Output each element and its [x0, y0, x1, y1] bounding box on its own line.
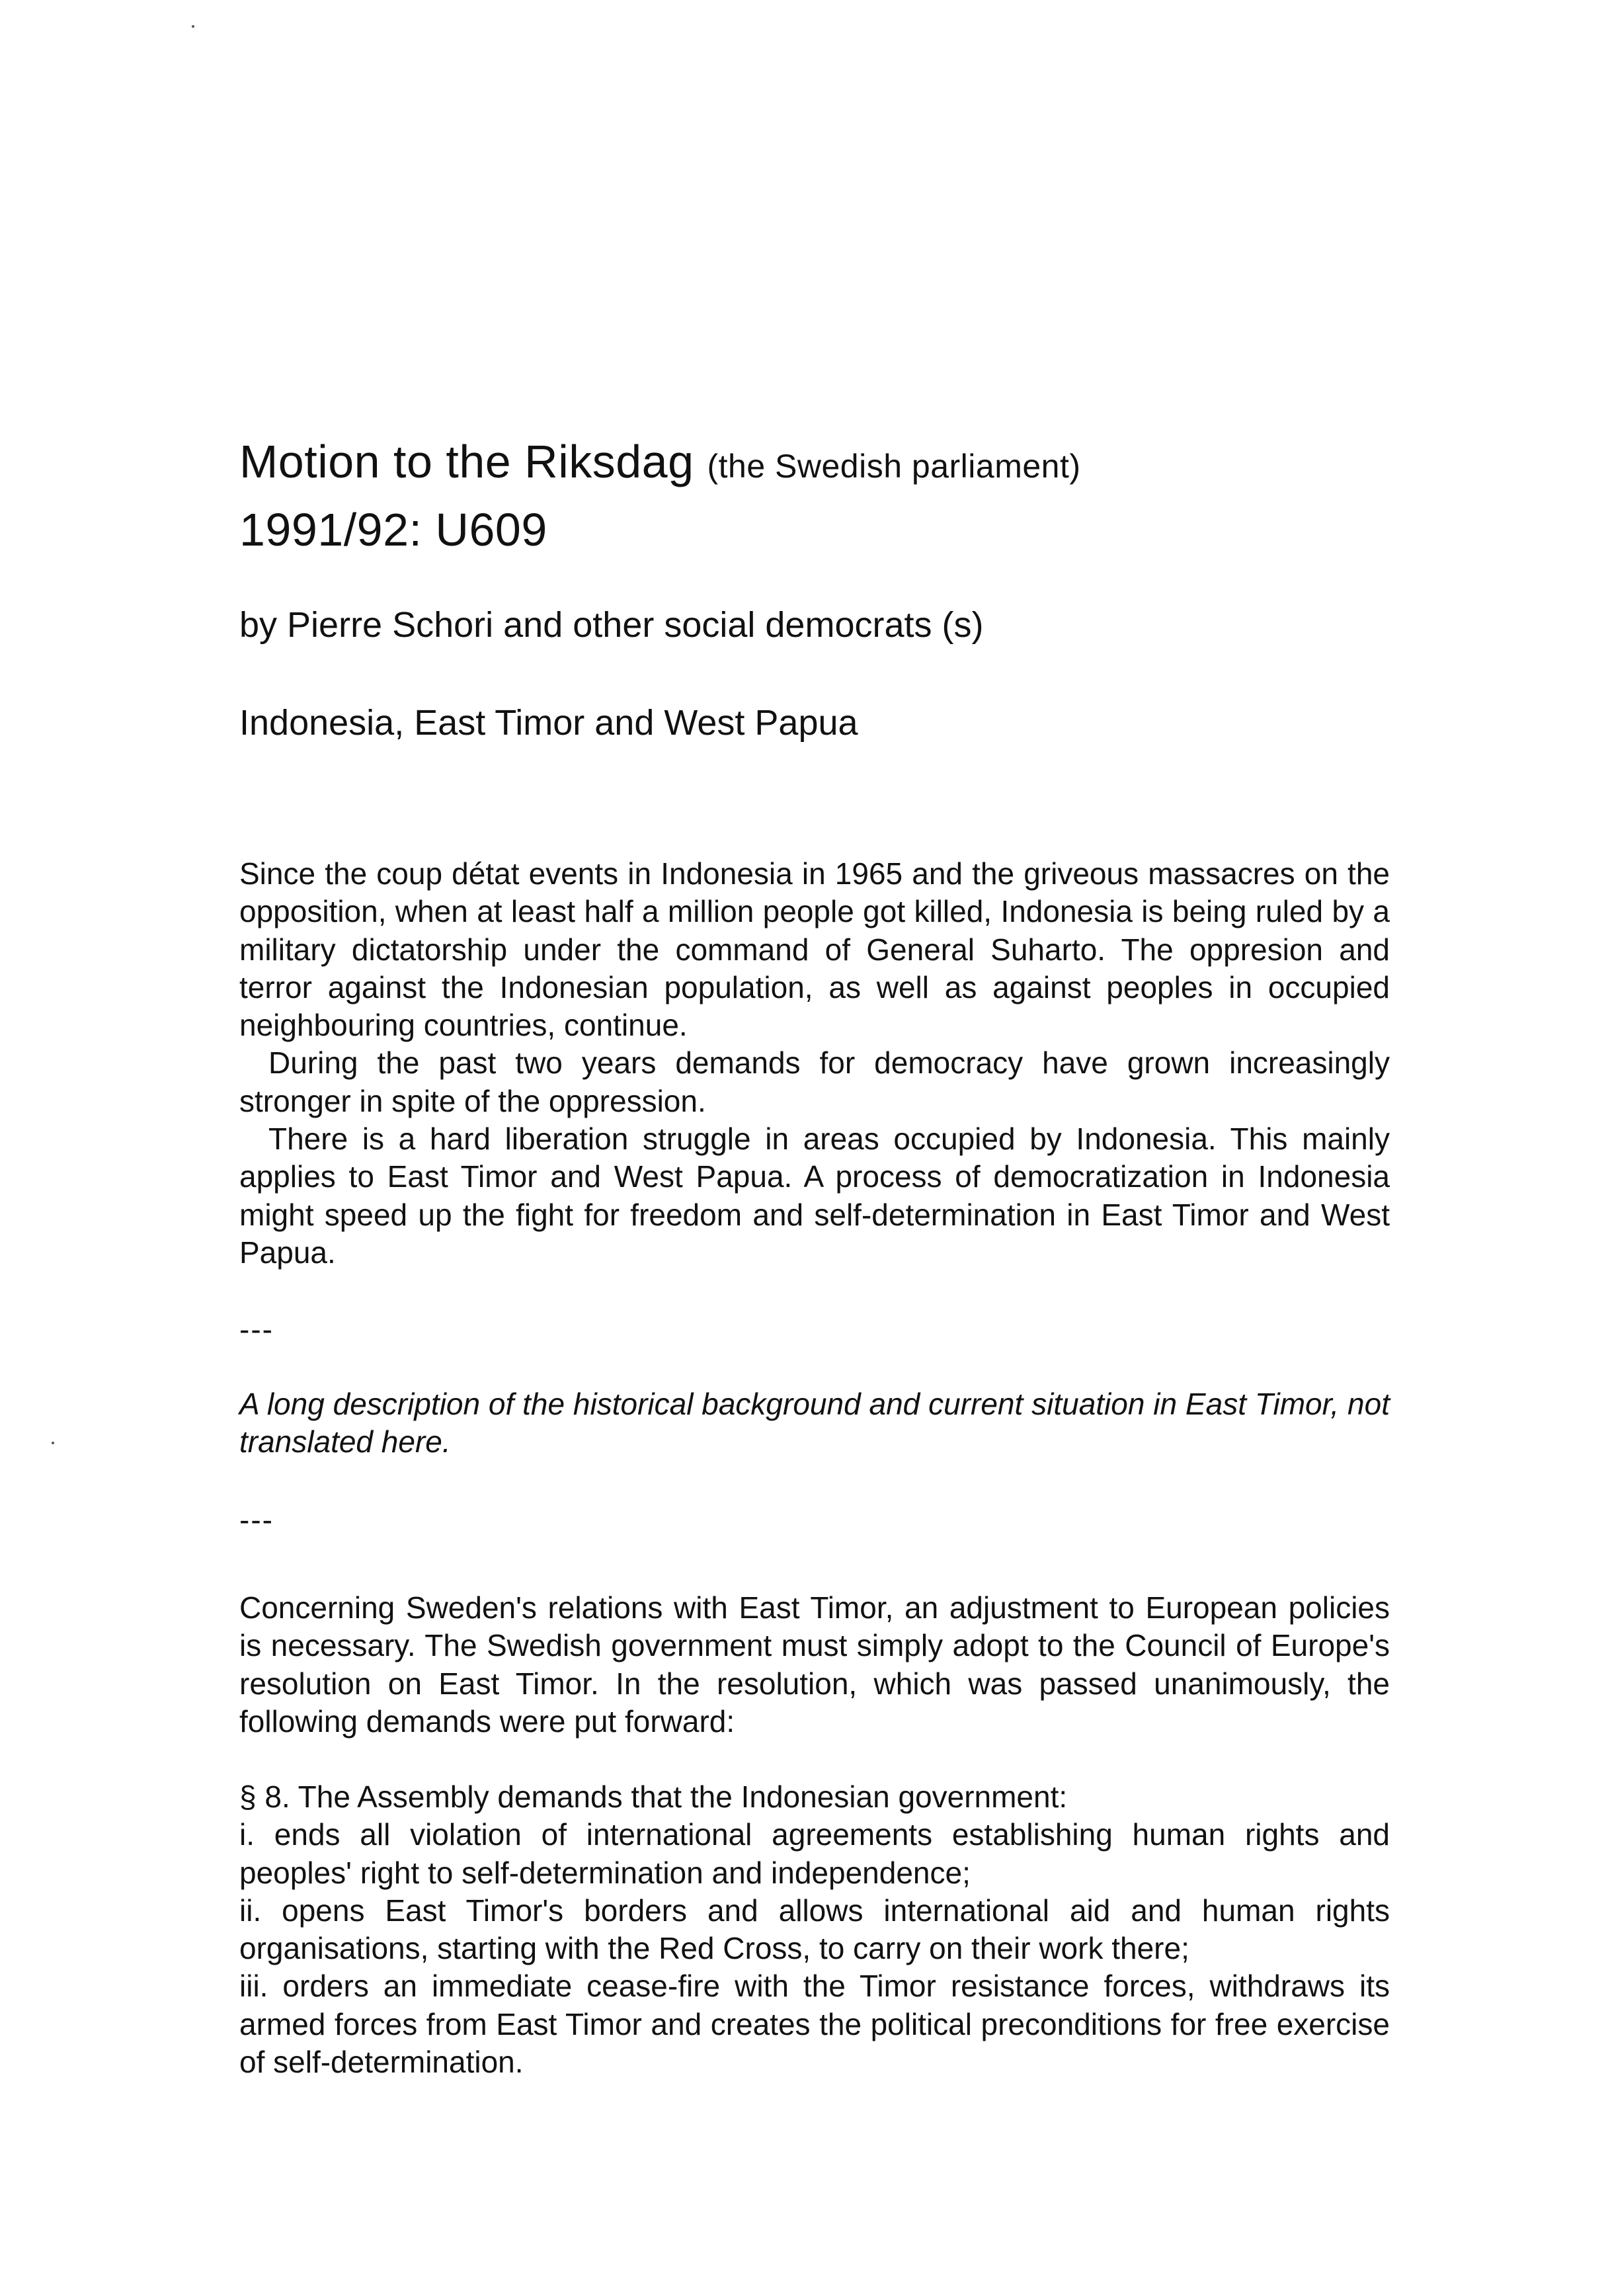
- concern-paragraph: [239, 1589, 1390, 1741]
- title-parenthetical: (the Swedish parliament): [707, 448, 1081, 485]
- demands-heading: § 8. The Assembly demands that the Indonesian government:: [239, 1780, 1068, 1814]
- demands-list: [239, 1778, 1390, 2081]
- demand-item: ii. opens East Timor's borders and allows international aid and human rights organisations, starting with the Red Cross, to carry on their work there;: [239, 1893, 1390, 1966]
- translator-note: A long description of the historical background and current situation in East Timor, not translated here.: [239, 1387, 1390, 1459]
- section-separator: ---: [239, 1502, 274, 1537]
- scan-speck: [192, 25, 194, 28]
- byline: by Pierre Schori and other social democrats (s): [239, 605, 984, 645]
- title-main: Motion to the Riksdag: [239, 436, 694, 487]
- document-title: [239, 430, 1390, 561]
- paragraph: Since the coup détat events in Indonesia in 1965 and the griveous massacres on the opposition, when at least half a million people got killed, Indonesia is being ruled by a military dictatorship under the command of General Suharto. The oppresion and terror against the Indonesian population, as well as against peoples in occupied neighbouring countries, continue.: [239, 856, 1390, 1043]
- intro-section: [239, 855, 1390, 1272]
- demand-item: iii. orders an immediate cease-fire with the Timor resistance forces, withdraws its armed forces from East Timor and creates the political preconditions for free exercise of self-determination.: [239, 1969, 1390, 2080]
- paragraph: Concerning Sweden's relations with East Timor, an adjustment to European policies is necessary. The Swedish government must simply adopt to the Council of Europe's resolution on East Timor. In the resolution, which was passed unanimously, the following demands were put forward:: [239, 1590, 1390, 1739]
- demand-item: i. ends all violation of international agreements establishing human rights and peoples' right to self-determination and independence;: [239, 1817, 1390, 1890]
- subject-heading: Indonesia, East Timor and West Papua: [239, 703, 858, 743]
- title-line-1: [239, 430, 1390, 498]
- paragraph: There is a hard liberation struggle in areas occupied by Indonesia. This mainly applies to East Timor and West Papua. A process of democratization in Indonesia might speed up the fight for freedom and self-determination in East Timor and West Papua.: [239, 1122, 1390, 1270]
- paragraph: During the past two years demands for democracy have grown increasingly stronger in spite of the oppression.: [239, 1046, 1390, 1118]
- motion-number: 1991/92: U609: [239, 504, 547, 555]
- scan-speck: [52, 1442, 54, 1444]
- section-separator: ---: [239, 1312, 274, 1346]
